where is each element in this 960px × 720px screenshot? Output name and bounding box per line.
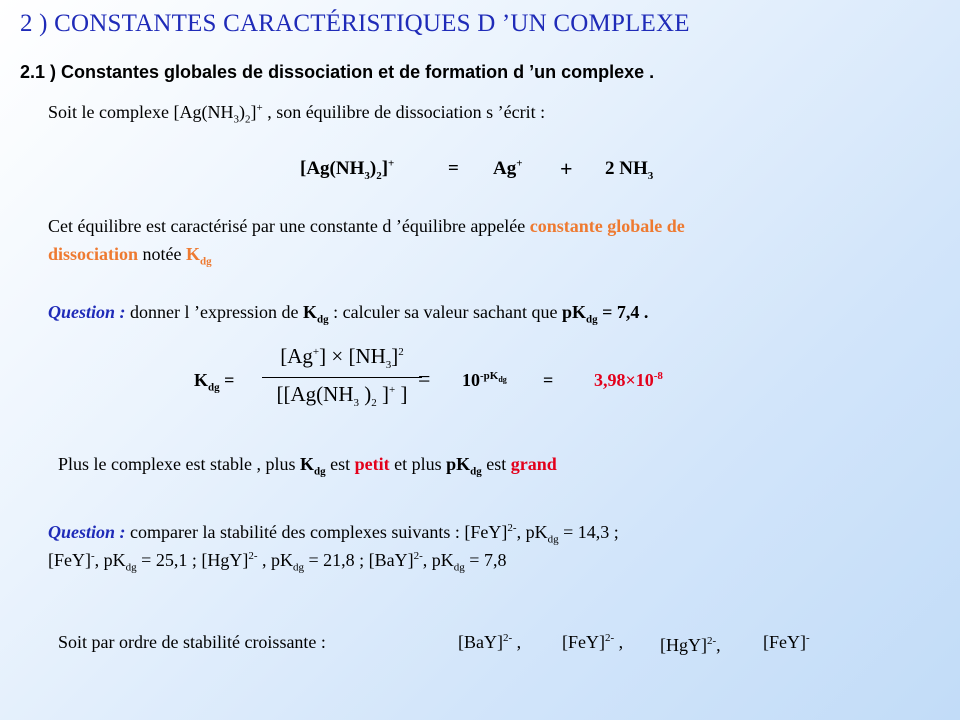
equation-equals: = (448, 158, 459, 179)
answer-small: petit (354, 454, 390, 474)
equation-plus: + (560, 156, 573, 181)
formula-result: $3,98\times 10^{-8}$ (594, 370, 663, 390)
section-subtitle: 2.1 ) Constantes globales de dissociation et de formation d ’un complexe . (20, 62, 655, 82)
equation-ammonia: 2 $NH_3$ (605, 158, 654, 182)
formula-equals-2: = (543, 370, 554, 390)
order-item-1: [BaY]$^{2-}$ , (458, 632, 522, 652)
intro-line (48, 102, 546, 126)
page-title: 2 ) CONSTANTES CARACTÉRISTIQUES D ’UN COMPLEXE (20, 10, 690, 37)
stability-statement: Plus le complexe est stable , plus $K_{dg}$ est petit et plus $pK_{dg}$ est grand (58, 454, 557, 478)
intro-text: Soit le complexe [Ag(NH (48, 102, 234, 122)
intro-text: ) (238, 102, 245, 122)
order-item-2: [FeY]$^{2-}$ , (562, 632, 624, 652)
intro-sub: 3 (233, 113, 239, 126)
formula-lhs: $K_{dg}$ = (194, 370, 235, 394)
intro-text: ] (250, 102, 257, 122)
equation-silver-ion: Ag+ (493, 157, 523, 179)
equation-complex: $[Ag(NH_3)_2]^+$ (300, 157, 395, 182)
characterized-line-1: Cet équilibre est caractérisé par une constante d ’équilibre appelée constante globale de (48, 216, 685, 236)
highlight-term: constante globale de (529, 216, 685, 236)
question-1: Question : donner l ’expression de $K_{dg}$ : calculer sa valeur sachant que $pK_{dg} = 7,4$ . (48, 302, 649, 326)
question-label: Question : (48, 302, 126, 322)
intro-sub: 2 (244, 113, 251, 126)
highlight-term: dissociation (48, 244, 139, 264)
intro-text: , son équilibre de dissociation s ’écrit : (262, 102, 546, 122)
order-item-3: [HgY]$^{2-}$, (660, 635, 721, 655)
question-2-line-2: [FeY]-, $pK_{dg} = 25,1$ ; [HgY]$^{2-}$ , $pK_{dg} = 21,8$ ; [BaY]$^{2-}$, $pK_{dg} = 7,8$ (48, 550, 507, 574)
formula-equals: = (418, 366, 431, 391)
answer-big: grand (510, 454, 557, 474)
order-label: Soit par ordre de stabilité croissante : (58, 632, 326, 652)
characterized-line-2: dissociation notée $K_{dg}$ (48, 244, 212, 268)
order-item-4: [FeY]- (763, 632, 810, 652)
fraction-bar (262, 377, 422, 378)
question-label: Question : (48, 522, 126, 542)
question-2-line-1: Question : comparer la stabilité des complexes suivants : [FeY]$^{2-}$, $pK_{dg} = 14,3$ ; (48, 522, 619, 546)
fraction-numerator: $[Ag^+] \times [NH_3]^2$ (280, 344, 404, 372)
formula-power: $10^{-pK_{dg}}$ (462, 370, 507, 390)
fraction-denominator: [[$Ag(NH_3$ )$_2$ ]+ ] (276, 382, 408, 410)
intro-sup: + (256, 102, 263, 114)
